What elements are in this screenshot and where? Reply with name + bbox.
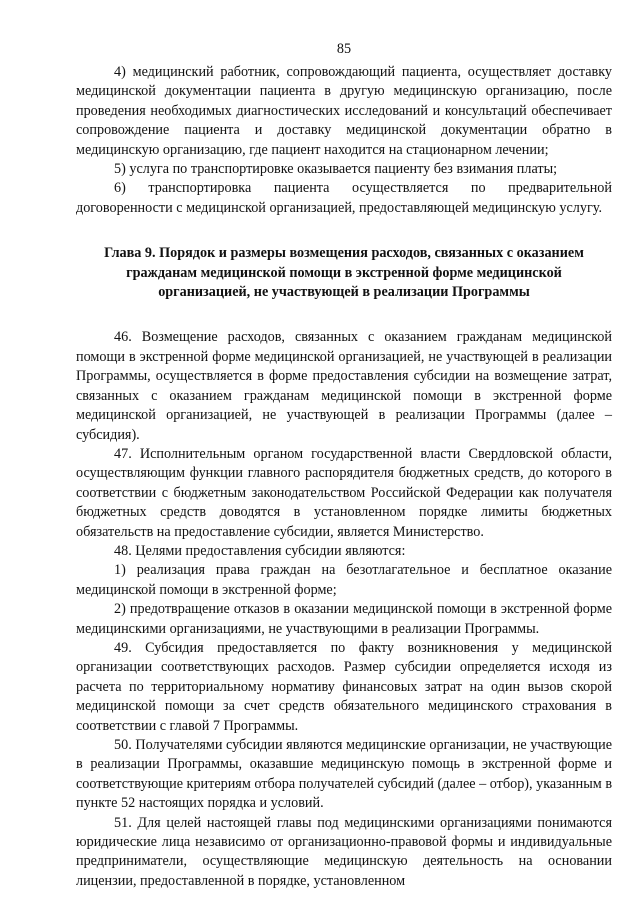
paragraph-48-item-2: 2) предотвращение отказов в оказании медицинской помощи в экстренной форме медицинскими организациями, не участвующими в реализации Программы. [76, 601, 612, 637]
paragraph-46: 46. Возмещение расходов, связанных с оказанием гражданам медицинской помощи в экстренной форме медицинской организацией, не участвующей в реализации Программы, осуществляется в форме предоставления субсидии на возмещение затрат, связанных с оказанием гражданам медицинской помощи в экстренной форме медицинской организацией, не участвующей в реализации Программы (далее – субсидия). [76, 329, 612, 443]
paragraph-item-4: 4) медицинский работник, сопровождающий пациента, осуществляет доставку медицинской документации пациента в другую медицинскую организацию, после проведения необходимых диагностических исследований и консультаций обеспечивает сопровождение пациента и доставку медицинской документации обратно в медицинскую организацию, где пациент находится на стационарном лечении; [76, 64, 612, 158]
page-number: 85 [336, 41, 352, 57]
paragraph-50: 50. Получателями субсидии являются медицинские организации, не участвующие в реализации Программы, оказавшие медицинскую помощь в экстренной форме и соответствующие критериям отбора получателей субсидий (далее – отбор), указанным в пункте 52 настоящих порядка и условий. [76, 737, 613, 812]
paragraph-49: 49. Субсидия предоставляется по факту возникновения у медицинской организации соответствующих расходов. Размер субсидии определяется исходя из расчета по территориальному нормативу финансовых затрат на один вызов скорой медицинской помощи за счет средств обязательного медицинского страхования в соответствии с главой 7 Программы. [76, 639, 612, 734]
paragraph-48-item-1: 1) реализация права граждан на безотлагательное и бесплатное оказание медицинской помощи в экстренной форме; [76, 562, 612, 598]
paragraph-item-5: 5) услуга по транспортировке оказывается пациенту без взимания платы; [114, 161, 558, 178]
chapter-heading: Глава 9. Порядок и размеры возмещения расходов, связанных с оказанием гражданам медицинской помощи в экстренной форме медицинской организацией, не участвующей в реализации Программы [104, 245, 584, 301]
paragraph-47: 47. Исполнительным органом государственной власти Свердловской области, осуществляющим функции главного распорядителя бюджетных средств, до которого в соответствии с бюджетным законодательством Российской Федерации как получателя бюджетных средств доводятся в установленном порядке лимиты бюджетных обязательств на предоставление субсидии, является Министерство. [76, 445, 612, 540]
paragraph-item-6: 6) транспортировка пациента осуществляется по предварительной договоренности с медицинской организацией, предоставляющей медицинскую услугу. [76, 180, 612, 216]
paragraph-51: 51. Для целей настоящей главы под медицинскими организациями понимаются юридические лица независимо от организационно-правовой формы и индивидуальные предприниматели, осуществляющие медицинскую деятельность на основании лицензии, предоставленной в порядке, установленном [76, 814, 612, 889]
paragraph-48: 48. Целями предоставления субсидии являются: [114, 542, 406, 559]
